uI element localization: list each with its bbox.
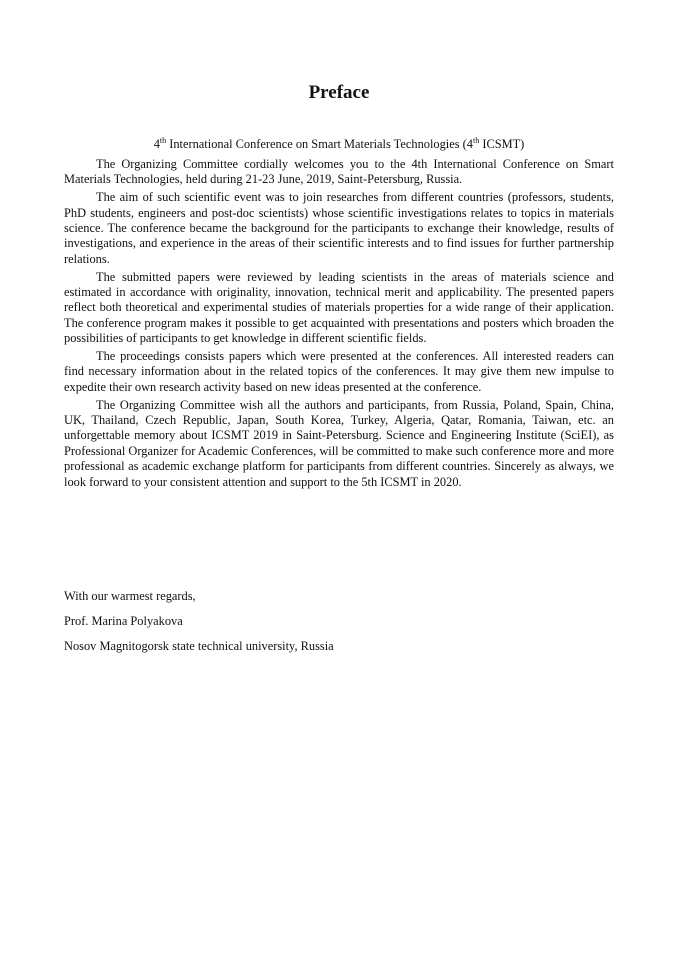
subtitle-superscript: th: [159, 136, 167, 145]
conference-subtitle: [64, 136, 614, 152]
body-paragraph: The aim of such scientific event was to join researches from different countries (professors, students, PhD students, engineers and post-doc scientists) whose scientific investigations relates to topics in materials science. The conference became the background for the participants to exchange their knowledge, results of investigations, and experience in the areas of their scientific interests and to find issues for further partnership relations.: [64, 190, 614, 266]
body-paragraph: The proceedings consists papers which were presented at the conferences. All interested readers can find necessary information about in the related topics of the conferences. It may give them new impulse to expedite their own research activity based on new ideas presented at the conference.: [64, 349, 614, 394]
closing-regards: With our warmest regards,: [64, 589, 196, 603]
subtitle-part: ICSMT): [479, 137, 525, 151]
signatory-affiliation: Nosov Magnitogorsk state technical university, Russia: [64, 639, 334, 653]
signatory-name: Prof. Marina Polyakova: [64, 614, 183, 628]
body-paragraph: The Organizing Committee cordially welcomes you to the 4th International Conference on Smart Materials Technologies, held during 21-23 June, 2019, Saint-Petersburg, Russia.: [64, 157, 614, 187]
closing-signature: [64, 589, 614, 664]
body-paragraph: The submitted papers were reviewed by leading scientists in the areas of materials science and estimated in accordance with originality, innovation, technical merit and applicability. The presented papers reflect both theoretical and experimental studies of materials properties for a wide range of their application. The conference program makes it possible to get acquainted with presentations and posters which broaden the possibilities of participants to get knowledge in different scientific fields.: [64, 269, 614, 346]
subtitle-superscript: th: [472, 136, 480, 145]
subtitle-part: 4: [153, 137, 160, 151]
preface-body: [64, 157, 614, 492]
subtitle-part: International Conference on Smart Materials Technologies (4: [166, 137, 473, 151]
page-title: Preface: [308, 82, 370, 103]
body-paragraph: The Organizing Committee wish all the authors and participants, from Russia, Poland, Spain, China, UK, Thailand, Czech Republic, Japan, South Korea, Turkey, Algeria, Qatar, Romania, Taiwan, etc. an unforgettable memory about ICSMT 2019 in Saint-Petersburg. Science and Engineering Institute (SciEI), as Professional Organizer for Academic Conferences, will be committed to make such conference more and more professional as academic exchange platform for participants from different countries. Sincerely as always, we look forward to your consistent attention and support to the 5th ICSMT in 2020.: [64, 397, 614, 489]
